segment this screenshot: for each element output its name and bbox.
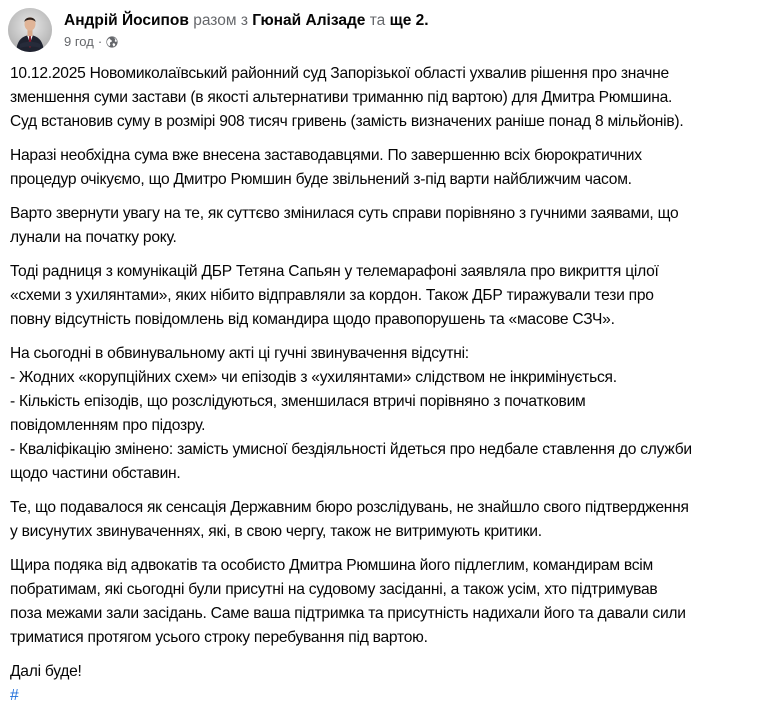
text-line: у висунутих звинуваченнях, які, в свою чергу, також не витримують критики.	[10, 523, 542, 540]
post-title-line	[64, 11, 429, 31]
with-label: разом з	[193, 11, 248, 29]
tagged-person-link[interactable]: Гюнай Алізаде	[252, 11, 366, 29]
text-line: лунали на початку року.	[10, 229, 177, 246]
text-line: триматися протягом усього строку перебування під вартою.	[10, 629, 428, 646]
paragraph-gratitude	[10, 554, 775, 650]
globe-icon[interactable]	[106, 36, 118, 48]
text-line: «схеми з ухилянтами», яких нібито відправляли за кордон. Також ДБР тиражували тези про	[10, 287, 654, 304]
post-timestamp-link[interactable]: 9 год	[64, 33, 94, 49]
author-name-link[interactable]: Андрій Йосипов	[64, 11, 189, 29]
post-body	[10, 62, 775, 708]
text-line: Те, що подавалося як сенсація Державним бюро розслідувань, не знайшло свого підтвердження	[10, 499, 689, 516]
text-line: 10.12.2025 Новомиколаївський районний суд Запорізької області ухвалив рішення про значне	[10, 65, 669, 82]
post-subline	[64, 34, 429, 50]
text-line: процедур очікуємо, що Дмитро Рюмшин буде звільнений з-під варти найближчим часом.	[10, 171, 632, 188]
list-item: - Кваліфікацію змінено: замість умисної бездіяльності йдеться про недбале ставлення до служби	[10, 441, 692, 458]
text-line: На сьогодні в обвинувальному акті ці гучні звинувачення відсутні:	[10, 345, 469, 362]
post-header	[8, 8, 429, 52]
paragraph-to-be-continued	[10, 660, 775, 708]
avatar-photo-icon	[8, 8, 52, 52]
text-line: Щира подяка від адвокатів та особисто Дмитра Рюмшина його підлеглим, командирам всім	[10, 557, 653, 574]
paragraph-sensation	[10, 496, 775, 544]
text-line: Наразі необхідна сума вже внесена заставодавцями. По завершенню всіх бюрократичних	[10, 147, 642, 164]
list-item-continuation: щодо частини обставин.	[10, 465, 181, 482]
text-line: повну відсутність повідомлень від командира щодо правопорушень та «масове СЗЧ».	[10, 311, 615, 328]
list-item: - Жодних «корупційних схем» чи епізодів з «ухилянтами» слідством не інкримінується.	[10, 369, 617, 386]
tagged-others-count: ще 2	[389, 11, 425, 29]
tagged-others-link[interactable]	[390, 12, 425, 29]
paragraph-case-change	[10, 202, 775, 250]
text-line: поза межами зали засідань. Саме ваша підтримка та присутність надихали його та давали сили	[10, 605, 686, 622]
hashtag-link[interactable]: #	[10, 687, 19, 704]
author-avatar[interactable]	[8, 8, 52, 52]
title-period: .	[424, 11, 429, 29]
separator-dot: ·	[97, 33, 103, 49]
paragraph-dbr-claims	[10, 260, 775, 332]
text-line: Суд встановив суму в розмірі 908 тисяч гривень (замість визначених раніше понад 8 мільйонів).	[10, 113, 684, 130]
list-item-continuation: повідомленням про підозру.	[10, 417, 206, 434]
text-line: побратимам, які сьогодні були присутні на судовому засіданні, а також усім, хто підтримував	[10, 581, 658, 598]
text-line: Варто звернути увагу на те, як суттєво змінилася суть справи порівняно з гучними заявами, що	[10, 205, 679, 222]
text-line: Далі буде!	[10, 663, 82, 680]
paragraph-court-decision	[10, 62, 775, 134]
and-label: та	[369, 11, 386, 29]
paragraph-bail-paid	[10, 144, 775, 192]
list-item: - Кількість епізодів, що розслідуються, зменшилася втричі порівняно з початковим	[10, 393, 586, 410]
text-line: зменшення суми застави (в якості альтернативи триманню під вартою) для Дмитра Рюмшина.	[10, 89, 673, 106]
paragraph-indictment-list	[10, 342, 775, 486]
text-line: Тоді радниця з комунікацій ДБР Тетяна Сапьян у телемарафоні заявляла про викриття цілої	[10, 263, 659, 280]
post-meta	[64, 11, 429, 50]
